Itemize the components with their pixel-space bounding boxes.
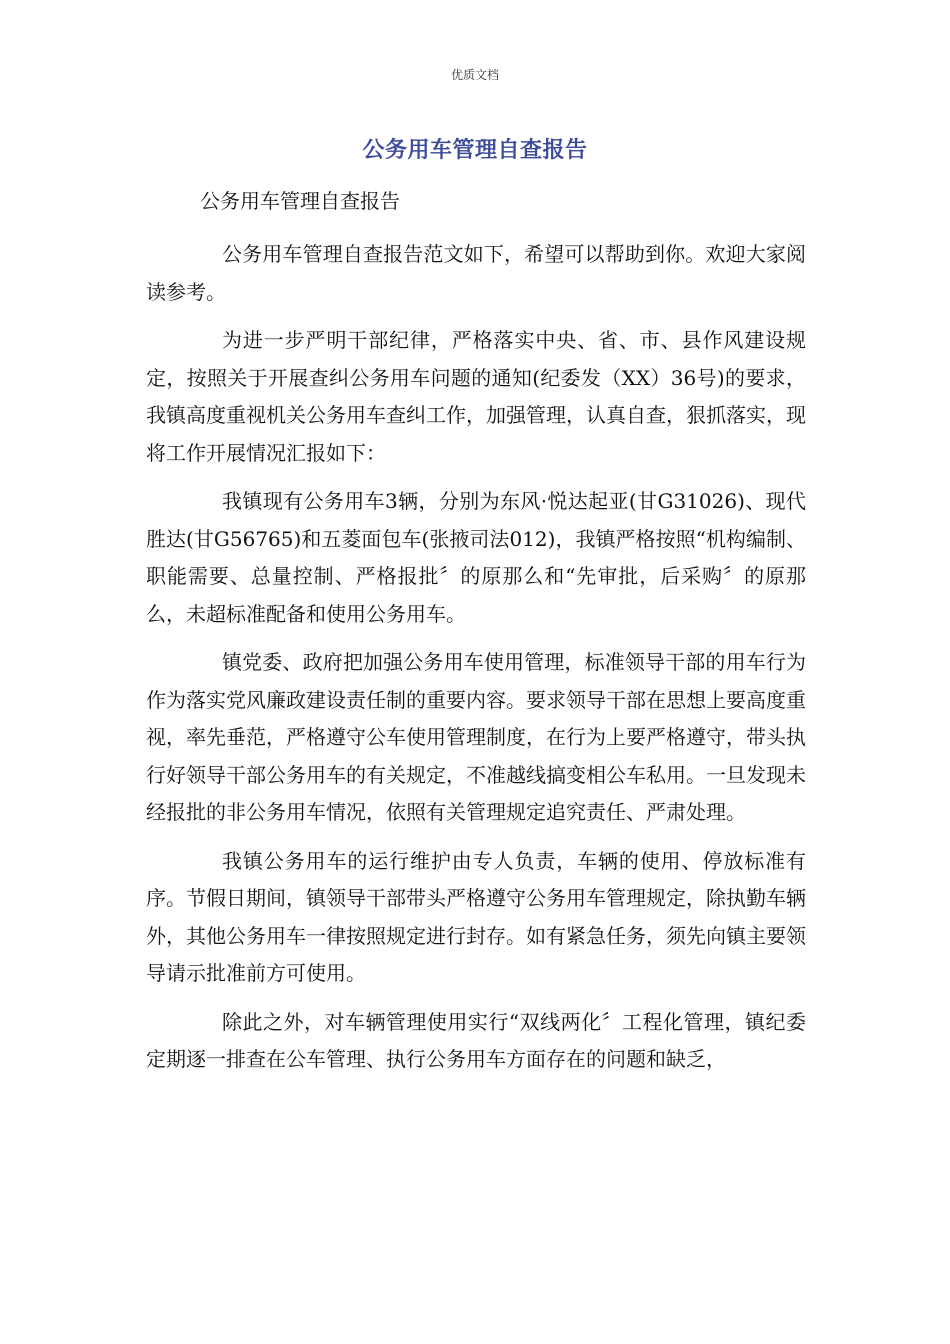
paragraph: 为进一步严明干部纪律，严格落实中央、省、市、县作风建设规定，按照关于开展查纠公务用车问题的通知(纪委发（XX）36号)的要求，我镇高度重视机关公务用车查纠工作，加强管理，认真自查，狠抓落实，现将工作开展情况汇报如下： <box>146 328 806 465</box>
document-subtitle: 公务用车管理自查报告 <box>200 189 400 213</box>
paragraph: 公务用车管理自查报告范文如下，希望可以帮助到你。欢迎大家阅读参考。 <box>146 242 806 304</box>
page-header-label: 优质文档 <box>450 68 499 82</box>
document-title: 公务用车管理自查报告 <box>362 138 588 163</box>
document-body <box>146 236 806 1090</box>
paragraph: 除此之外，对车辆管理使用实行“双线两化〞工程化管理，镇纪委定期逐一排查在公车管理、执行公务用车方面存在的问题和缺乏， <box>146 1009 806 1071</box>
paragraph: 镇党委、政府把加强公务用车使用管理，标准领导干部的用车行为作为落实党风廉政建设责任制的重要内容。要求领导干部在思想上要高度重视，率先垂范，严格遵守公车使用管理制度，在行为上要严格遵守，带头执行好领导干部公务用车的有关规定，不准越线搞变相公车私用。一旦发现未经报批的非公务用车情况，依照有关管理规定追究责任、严肃处理。 <box>146 650 806 824</box>
paragraph: 我镇现有公务用车3辆，分别为东风·悦达起亚(甘G31026)、现代胜达(甘G56765)和五菱面包车(张掖司法012)，我镇严格按照“机构编制、职能需要、总量控制、严格报批〞的原那么和“先审批，后采购〞的原那么，未超标准配备和使用公务用车。 <box>146 489 806 626</box>
paragraph: 我镇公务用车的运行维护由专人负责，车辆的使用、停放标准有序。节假日期间，镇领导干部带头严格遵守公务用车管理规定，除执勤车辆外，其他公务用车一律按照规定进行封存。如有紧急任务，须先向镇主要领导请示批准前方可使用。 <box>146 848 806 985</box>
